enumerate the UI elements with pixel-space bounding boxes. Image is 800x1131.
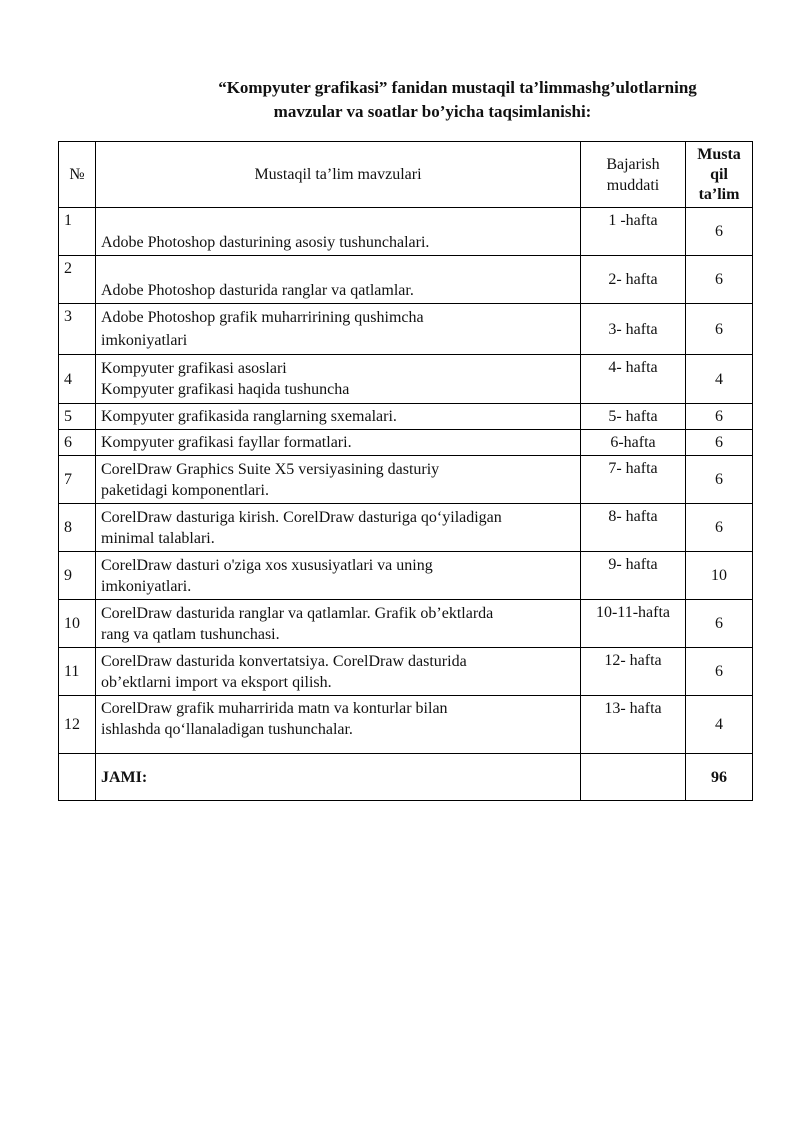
row-num: 5	[59, 404, 96, 430]
row-num: 4	[59, 355, 96, 404]
row-term: 7- hafta	[581, 456, 686, 504]
topics-table	[58, 141, 753, 801]
total-term-empty	[581, 754, 686, 801]
header-topic: Mustaqil ta’lim mavzulari	[96, 142, 581, 208]
row-topic-line-2: Kompyuter grafikasi haqida tushuncha	[101, 381, 350, 398]
row-num: 7	[59, 456, 96, 504]
table-row	[59, 456, 753, 504]
row-topic-line-2: ishlashda qo‘llanaladigan tushunchalar.	[101, 721, 353, 738]
total-num-empty	[59, 754, 96, 801]
row-topic	[96, 648, 581, 696]
row-term: 2- hafta	[581, 256, 686, 304]
table-row	[59, 430, 753, 456]
total-row	[59, 754, 753, 801]
row-topic-line-1: CorelDraw grafik muharririda matn va konturlar bilan	[101, 700, 448, 717]
row-topic	[96, 456, 581, 504]
header-hours-line-2: qil	[710, 165, 728, 183]
row-topic-line-1: Kompyuter grafikasi asoslari	[101, 360, 287, 377]
row-hours: 4	[686, 355, 753, 404]
row-topic	[96, 504, 581, 552]
row-num: 11	[59, 648, 96, 696]
row-hours: 6	[686, 430, 753, 456]
row-term: 9- hafta	[581, 552, 686, 600]
table-row	[59, 504, 753, 552]
row-num: 6	[59, 430, 96, 456]
row-hours: 10	[686, 552, 753, 600]
header-hours	[686, 142, 753, 208]
document-title	[0, 76, 800, 124]
row-topic-line-2: rang va qatlam tushunchasi.	[101, 625, 280, 643]
row-hours: 6	[686, 208, 753, 256]
table-row	[59, 404, 753, 430]
row-hours: 6	[686, 504, 753, 552]
table-header-row	[59, 142, 753, 208]
row-term: 12- hafta	[581, 648, 686, 696]
row-topic	[96, 552, 581, 600]
row-topic	[96, 355, 581, 404]
row-topic-line-2: imkoniyatlari.	[101, 577, 192, 595]
table-row	[59, 355, 753, 404]
total-label: JAMI:	[96, 754, 581, 801]
row-num: 3	[59, 304, 96, 355]
row-topic-line-1: CorelDraw dasturida ranglar va qatlamlar. Grafik ob’ektlarda	[101, 604, 494, 622]
row-hours: 6	[686, 456, 753, 504]
title-line-1: “Kompyuter grafikasi” fanidan mustaqil ta’limmashg’ulotlarning	[218, 78, 697, 97]
row-hours: 4	[686, 696, 753, 754]
row-topic	[96, 696, 581, 754]
table-row	[59, 648, 753, 696]
row-topic-line-1: Kompyuter grafikasi fayllar formatlari.	[101, 434, 352, 451]
row-hours: 6	[686, 600, 753, 648]
row-topic-line-2: minimal talablari.	[101, 529, 215, 547]
header-term-line-1: Bajarish	[606, 155, 660, 173]
table-row	[59, 552, 753, 600]
row-topic-line-1: Adobe Photoshop dasturida ranglar va qatlamlar.	[101, 282, 414, 299]
row-term: 8- hafta	[581, 504, 686, 552]
row-topic-line-1: CorelDraw dasturiga kirish. CorelDraw dasturiga qo‘yiladigan	[101, 508, 502, 526]
row-num: 2	[59, 256, 96, 304]
row-topic-line-1: Adobe Photoshop dasturining asosiy tushunchalari.	[101, 234, 430, 251]
total-hours: 96	[686, 754, 753, 801]
header-num: №	[59, 142, 96, 208]
table-row	[59, 208, 753, 256]
table-row	[59, 600, 753, 648]
table-row	[59, 304, 753, 355]
row-num: 8	[59, 504, 96, 552]
row-topic	[96, 430, 581, 456]
header-hours-line-1: Musta	[697, 145, 741, 163]
row-term: 10-11-hafta	[581, 600, 686, 648]
row-term: 6-hafta	[581, 430, 686, 456]
row-num: 10	[59, 600, 96, 648]
header-term-line-2: muddati	[606, 176, 660, 194]
row-term: 13- hafta	[581, 696, 686, 754]
row-topic-line-1: CorelDraw Graphics Suite X5 versiyasining dasturiy	[101, 460, 440, 478]
row-topic-line-1: CorelDraw dasturida konvertatsiya. CorelDraw dasturida	[101, 652, 467, 670]
row-topic-line-2: paketidagi komponentlari.	[101, 481, 269, 499]
row-term: 3- hafta	[581, 304, 686, 355]
row-term: 4- hafta	[581, 355, 686, 404]
row-topic	[96, 404, 581, 430]
row-topic	[96, 256, 581, 304]
row-num: 9	[59, 552, 96, 600]
row-topic	[96, 600, 581, 648]
row-topic-line-1: Adobe Photoshop grafik muharririning qushimcha	[101, 309, 424, 326]
row-hours: 6	[686, 648, 753, 696]
table-row	[59, 256, 753, 304]
row-num: 1	[59, 208, 96, 256]
header-term	[581, 142, 686, 208]
row-topic-line-1: CorelDraw dasturi o'ziga xos xususiyatlari va uning	[101, 556, 433, 574]
row-term: 5- hafta	[581, 404, 686, 430]
title-line-2: mavzular va soatlar bo’yicha taqsimlanishi:	[273, 102, 592, 121]
row-num: 12	[59, 696, 96, 754]
table-row	[59, 696, 753, 754]
row-hours: 6	[686, 256, 753, 304]
row-hours: 6	[686, 304, 753, 355]
row-topic-line-2: ob’ektlarni import va eksport qilish.	[101, 673, 332, 691]
row-topic-line-2: imkoniyatlari	[101, 332, 188, 349]
row-topic-line-1: Kompyuter grafikasida ranglarning sxemalari.	[101, 408, 397, 425]
row-term: 1 -hafta	[581, 208, 686, 256]
row-topic	[96, 304, 581, 355]
row-topic	[96, 208, 581, 256]
header-hours-line-3: ta’lim	[698, 185, 740, 203]
row-hours: 6	[686, 404, 753, 430]
